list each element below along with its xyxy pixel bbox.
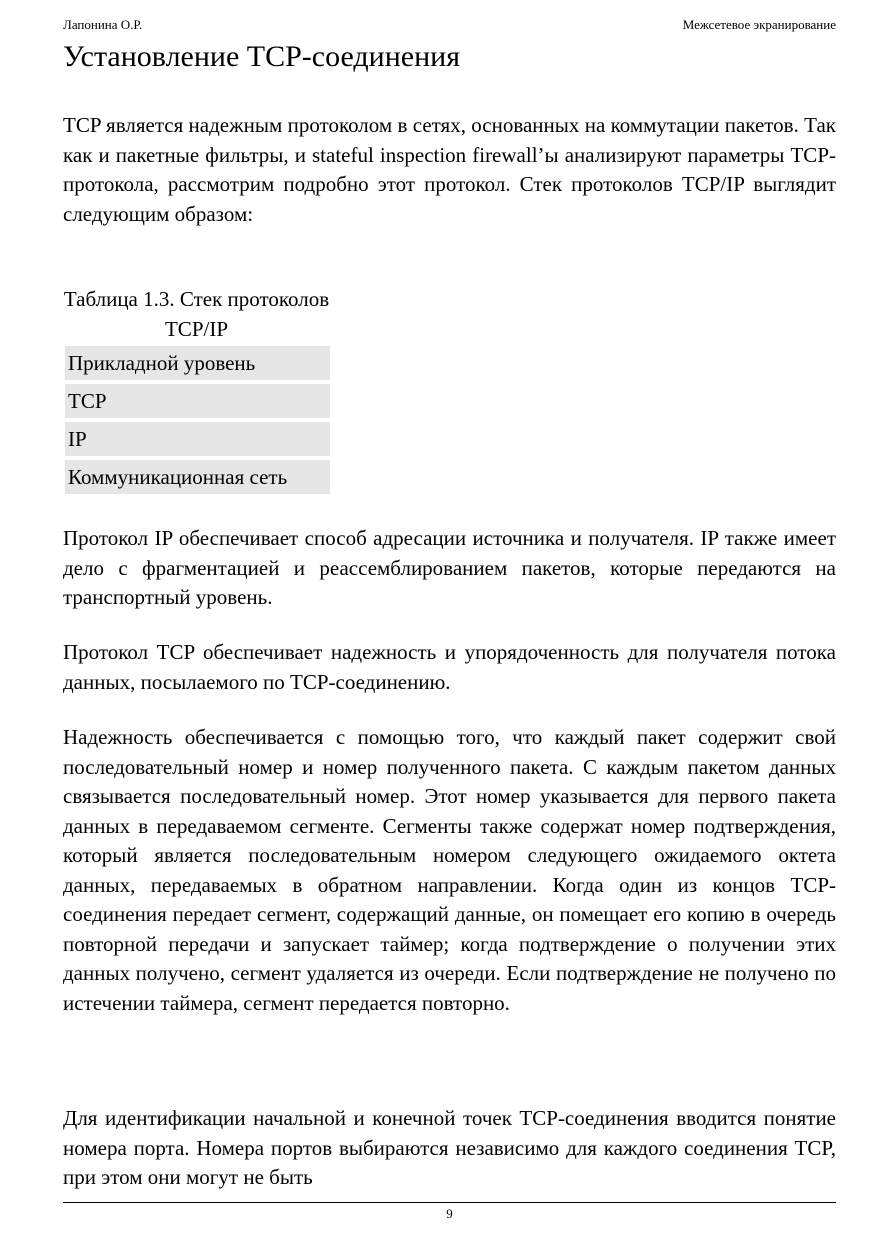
footer-divider [63, 1202, 836, 1203]
protocol-stack-table [65, 346, 330, 498]
table-row: TCP [65, 384, 330, 418]
section-title: Установление TCP-соединения [63, 40, 460, 73]
table-row: Коммуникационная сеть [65, 460, 330, 494]
paragraph-tcp: Протокол TCP обеспечивает надежность и упорядоченность для получателя потока данных, посылаемого по TCP-соединению. [63, 640, 836, 694]
paragraph-ports: Для идентификации начальной и конечной точек TCP-соединения вводится понятие номера порта. Номера портов выбираются независимо для каждого соединения TCP, при этом они могут не быть [63, 1106, 836, 1189]
document-page [63, 0, 836, 1241]
header-author: Лапонина О.Р. [63, 17, 143, 32]
table-row: IP [65, 422, 330, 456]
paragraph-ip: Протокол IP обеспечивает способ адресации источника и получателя. IP также имеет дело с фрагментацией и реассемблированием пакетов, которые передаются на транспортный уровень. [63, 526, 836, 609]
page-number: 9 [446, 1206, 453, 1221]
header-course-title: Межсетевое экранирование [682, 17, 836, 32]
table-caption: Таблица 1.3. Стек протоколов TCP/IP [63, 287, 330, 341]
table-row: Прикладной уровень [65, 346, 330, 380]
paragraph-intro: TCP является надежным протоколом в сетях, основанных на коммутации пакетов. Так как и пакетные фильтры, и stateful inspection firewall’ы анализируют параметры TCP-протокола, рассмотрим подробно этот протокол. Стек протоколов TCP/IP выглядит следующим образом: [63, 113, 836, 226]
paragraph-reliability: Надежность обеспечивается с помощью того, что каждый пакет содержит свой последовательный номер и номер полученного пакета. С каждым пакетом данных связывается последовательный номер. Этот номер указывается для первого пакета данных в передаваемом сегменте. Сегменты также содержат номер подтверждения, который является последовательным номером следующего ожидаемого октета данных, передаваемых в обратном направлении. Когда один из концов TCP-соединения передает сегмент, содержащий данные, он помещает его копию в очередь повторной передачи и запускает таймер; когда подтверждение о получении этих данных получено, сегмент удаляется из очереди. Если подтверждение не получено по истечении таймера, сегмент передается повторно. [63, 725, 836, 1015]
